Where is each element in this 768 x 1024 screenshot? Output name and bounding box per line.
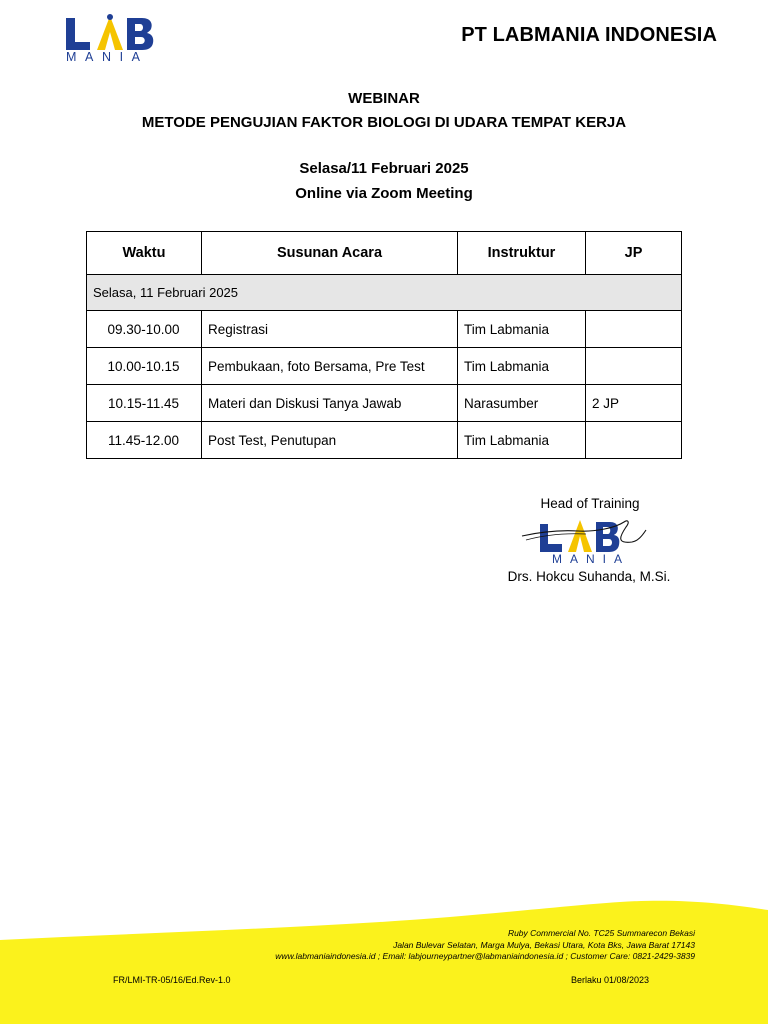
- event-date: Selasa/11 Februari 2025: [299, 160, 469, 177]
- header-instruktur: Instruktur: [458, 232, 586, 275]
- footer-address-line1: Ruby Commercial No. TC25 Summarecon Bekasi: [507, 928, 695, 938]
- cell-agenda: Materi dan Diskusi Tanya Jawab: [202, 385, 458, 422]
- header-jp: JP: [586, 232, 682, 275]
- table-header-row: [87, 232, 682, 275]
- table-row: [87, 348, 682, 385]
- header-susunan-acara: Susunan Acara: [202, 232, 458, 275]
- footer-wave-decoration: [0, 900, 768, 1024]
- cell-instructor: Narasumber: [458, 385, 586, 422]
- event-type: WEBINAR: [348, 90, 420, 107]
- cell-time: 10.15-11.45: [87, 385, 202, 422]
- lab-logo-icon: [64, 12, 156, 52]
- cell-jp: [586, 422, 682, 459]
- day-label: Selasa, 11 Februari 2025: [87, 275, 682, 311]
- cell-time: 11.45-12.00: [87, 422, 202, 459]
- schedule-table: [86, 231, 682, 459]
- day-row: [87, 275, 682, 311]
- document-code: FR/LMI-TR-05/16/Ed.Rev-1.0: [113, 975, 231, 985]
- cell-instructor: Tim Labmania: [458, 348, 586, 385]
- cell-jp: [586, 311, 682, 348]
- cell-jp: 2 JP: [586, 385, 682, 422]
- cell-agenda: Registrasi: [202, 311, 458, 348]
- event-venue: Online via Zoom Meeting: [295, 185, 473, 202]
- validity-date: Berlaku 01/08/2023: [570, 975, 649, 985]
- logo-subtext: MANIA: [66, 50, 149, 64]
- company-logo: [64, 12, 156, 68]
- cell-agenda: Post Test, Penutupan: [202, 422, 458, 459]
- signatory-name: Drs. Hokcu Suhanda, M.Si.: [507, 569, 671, 584]
- table-row: [87, 422, 682, 459]
- cell-agenda: Pembukaan, foto Bersama, Pre Test: [202, 348, 458, 385]
- cell-instructor: Tim Labmania: [458, 422, 586, 459]
- cell-jp: [586, 348, 682, 385]
- table-row: [87, 385, 682, 422]
- footer-contact: www.labmaniaindonesia.id ; Email: labjourneypartner@labmaniaindonesia.id ; Customer Care: 0821-2429-3839: [275, 951, 695, 961]
- footer-address-line2: Jalan Bulevar Selatan, Marga Mulya, Bekasi Utara, Kota Bks, Jawa Barat 17143: [393, 940, 695, 950]
- cell-instructor: Tim Labmania: [458, 311, 586, 348]
- cell-time: 09.30-10.00: [87, 311, 202, 348]
- header-waktu: Waktu: [87, 232, 202, 275]
- table-row: [87, 311, 682, 348]
- event-title: METODE PENGUJIAN FAKTOR BIOLOGI DI UDARA TEMPAT KERJA: [141, 114, 627, 131]
- signatory-role: Head of Training: [540, 496, 640, 511]
- signature-logo-subtext: MANIA: [552, 552, 631, 566]
- company-name: PT LABMANIA INDONESIA: [461, 24, 717, 46]
- signature-stamp: [520, 514, 650, 572]
- cell-time: 10.00-10.15: [87, 348, 202, 385]
